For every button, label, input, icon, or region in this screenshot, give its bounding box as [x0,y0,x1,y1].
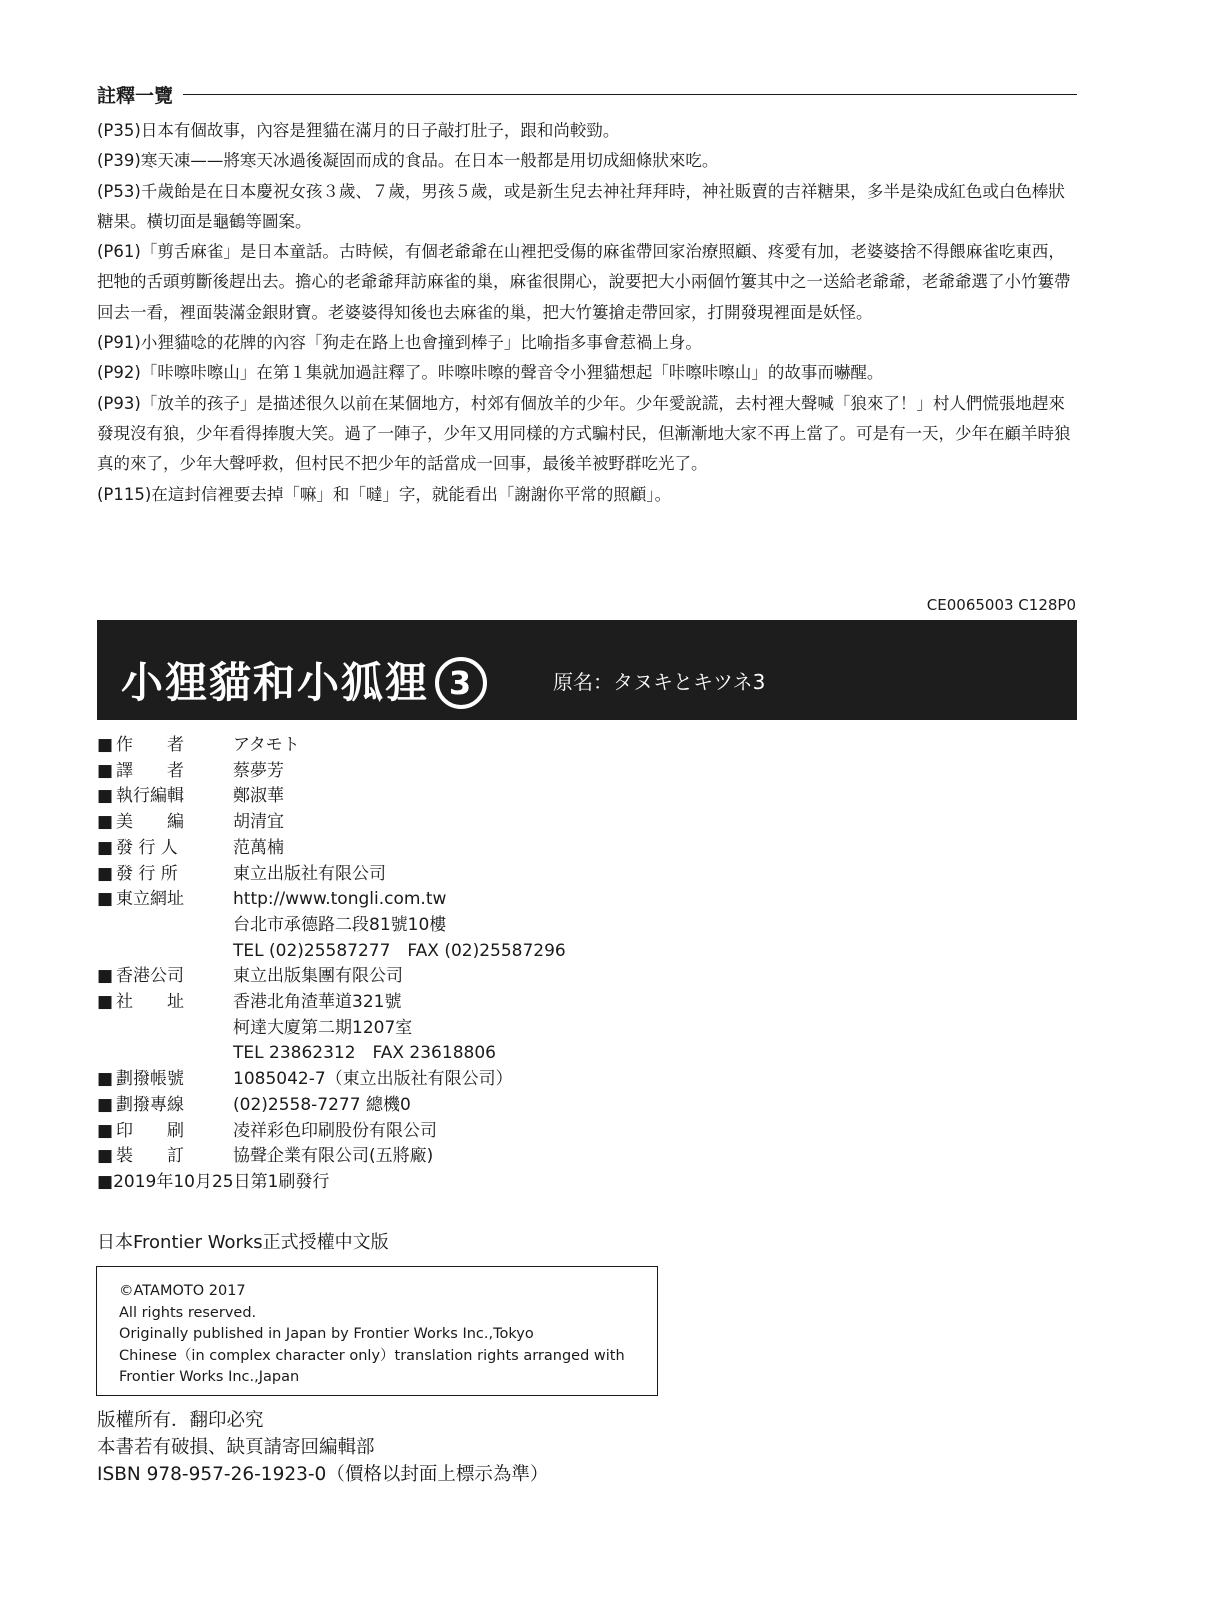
credit-value: 東立出版集團有限公司 [233,966,403,987]
credit-label: ■ 美 編 [97,810,233,836]
copyright-line: Chinese（in complex character only）translation rights arranged with [119,1347,625,1364]
credit-values [233,759,284,785]
credit-row [97,862,566,888]
credit-label: ■ 印 刷 [97,1119,233,1145]
credit-row [97,759,566,785]
credit-values [233,1119,437,1145]
credit-label: ■ 譯 者 [97,759,233,785]
note-item: (P91)小狸貓唸的花牌的內容「狗走在路上也會撞到棒子」比喻指多事會惹禍上身。 [97,333,702,353]
authorization-notice: 日本Frontier Works正式授權中文版 [97,1232,389,1253]
notes-header [97,80,1077,108]
copyright-line: Frontier Works Inc.,Japan [119,1369,300,1386]
credit-value: TEL (02)25587277 FAX (02)25587296 [233,940,566,961]
credit-values [233,810,284,836]
credit-row [97,1067,566,1093]
credit-label: ■ 發 行 人 [97,836,233,862]
credit-label: ■ 作 者 [97,733,233,759]
notes-list [97,116,1075,510]
credit-label: ■ 劃撥專線 [97,1093,233,1119]
copyright-line: Originally published in Japan by Frontier Works Inc.,Tokyo [119,1326,534,1343]
credit-label: ■ 裝 訂 [97,1144,233,1170]
note-item: (P115)在這封信裡要去掉「嘛」和「噠」字，就能看出「謝謝你平常的照顧」。 [97,484,672,504]
title-banner [97,620,1077,720]
credit-values [233,964,403,990]
credit-value: 1085042-7（東立出版社有限公司） [233,1069,513,1090]
footer [97,1407,548,1488]
credit-value: 協聲企業有限公司(五將廠) [233,1146,434,1167]
credit-label: ■ 發 行 所 [97,862,233,888]
notes-title: 註釋一覽 [97,84,174,107]
credit-values [233,990,496,1067]
credit-values [233,862,386,888]
credit-value: 鄭淑華 [233,786,284,807]
credit-values [233,836,284,862]
credit-row [97,964,566,990]
credit-row [97,836,566,862]
isbn: ISBN 978-957-26-1923-0（價格以封面上標示為準） [97,1464,549,1485]
credit-values [233,1067,513,1093]
copyright-line: All rights reserved. [119,1304,257,1321]
credit-values [233,1093,411,1119]
credit-value: 柯達大廈第二期1207室 [233,1017,413,1038]
credit-value: アタモト [233,735,300,755]
credit-row [97,887,566,964]
copyright-line: ©ATAMOTO 2017 [119,1283,246,1299]
book-title [121,650,487,710]
credit-label: ■ 社 址 [97,990,233,1067]
note-item: (P53)千歲飴是在日本慶祝女孩３歲、７歲，男孩５歲，或是新生兒去神社拜拜時，神社販賣的吉祥糖果，多半是染成紅色或白色棒狀糖果。橫切面是龜鶴等圖案。 [97,181,1065,231]
note-item: (P93)「放羊的孩子」是描述很久以前在某個地方，村郊有個放羊的少年。少年愛說謊，去村裡大聲喊「狼來了！」村人們慌張地趕來發現沒有狼，少年看得捧腹大笑。過了一陣子，少年又用同樣的方式騙村民，但漸漸地大家不再上當了。可是有一天，少年在顧羊時狼真的來了，少年大聲呼救，但村民不把少年的話當成一回事，最後羊被野群吃光了。 [97,393,1071,474]
note-item: (P35)日本有個故事，內容是狸貓在滿月的日子敲打肚子，跟和尚較勁。 [97,121,620,140]
release-date: 2019年10月25日第1刷發行 [113,1171,330,1192]
credit-label: ■ 東立網址 [97,887,233,964]
credit-value: (02)2558-7277 總機0 [233,1094,411,1115]
credit-value: 蔡夢芳 [233,760,284,781]
credit-row [97,1144,566,1170]
bullet-icon: ■ [97,1171,114,1192]
credit-label: ■ 執行編輯 [97,784,233,810]
credit-row [97,784,566,810]
note-item: (P39)寒天凍——將寒天冰過後凝固而成的食品。在日本一般都是用切成細條狀來吃。 [97,151,719,171]
rights-notice: 版權所有．翻印必究 [97,1410,264,1431]
damage-notice: 本書若有破損、缺頁請寄回編輯部 [97,1437,375,1458]
credit-value: 范萬楠 [233,837,284,858]
credit-row [97,733,566,759]
original-title: 原名：タヌキとキツネ3 [553,670,766,694]
credit-value: 東立出版社有限公司 [233,863,386,884]
credit-values [233,887,566,964]
credit-value: 台北市承德路二段81號10樓 [233,914,447,935]
credit-label: ■ 劃撥帳號 [97,1067,233,1093]
release-date-row [97,1170,566,1196]
credit-value: 凌祥彩色印刷股份有限公司 [233,1120,437,1141]
product-code: CE0065003 C128P0 [926,596,1076,614]
credit-label: ■ 香港公司 [97,964,233,990]
credit-row [97,810,566,836]
credits-list [97,733,566,1196]
volume-badge: 3 [435,657,487,709]
credit-row [97,1119,566,1145]
credit-value: 香港北角渣華道321號 [233,992,402,1013]
credit-values [233,784,284,810]
note-item: (P61)「剪舌麻雀」是日本童話。古時候，有個老爺爺在山裡把受傷的麻雀帶回家治療照顧、疼愛有加，老婆婆捨不得餵麻雀吃東西，把牠的舌頭剪斷後趕出去。擔心的老爺爺拜訪麻雀的巢，麻雀很開心，說要把大小兩個竹簍其中之一送給老爺爺，老爺爺選了小竹簍帶回去一看，裡面裝滿金銀財寶。老婆婆得知後也去麻雀的巢，把大竹簍搶走帶回家，打開發現裡面是妖怪。 [97,242,1071,322]
book-title-text: 小狸貓和小狐狸 [121,658,430,707]
credit-value: TEL 23862312 FAX 23618806 [233,1043,496,1064]
credit-value: 胡清宜 [233,812,284,833]
note-item: (P92)「咔嚓咔嚓山」在第１集就加過註釋了。咔嚓咔嚓的聲音令小狸貓想起「咔嚓咔嚓山」的故事而嚇醒。 [97,363,884,383]
credit-row [97,1093,566,1119]
notes-divider [183,94,1077,95]
credit-row [97,990,566,1067]
credit-values [233,733,300,759]
copyright-box [96,1266,658,1396]
website-url: http://www.tongli.com.tw [233,889,447,910]
credit-values [233,1144,433,1170]
